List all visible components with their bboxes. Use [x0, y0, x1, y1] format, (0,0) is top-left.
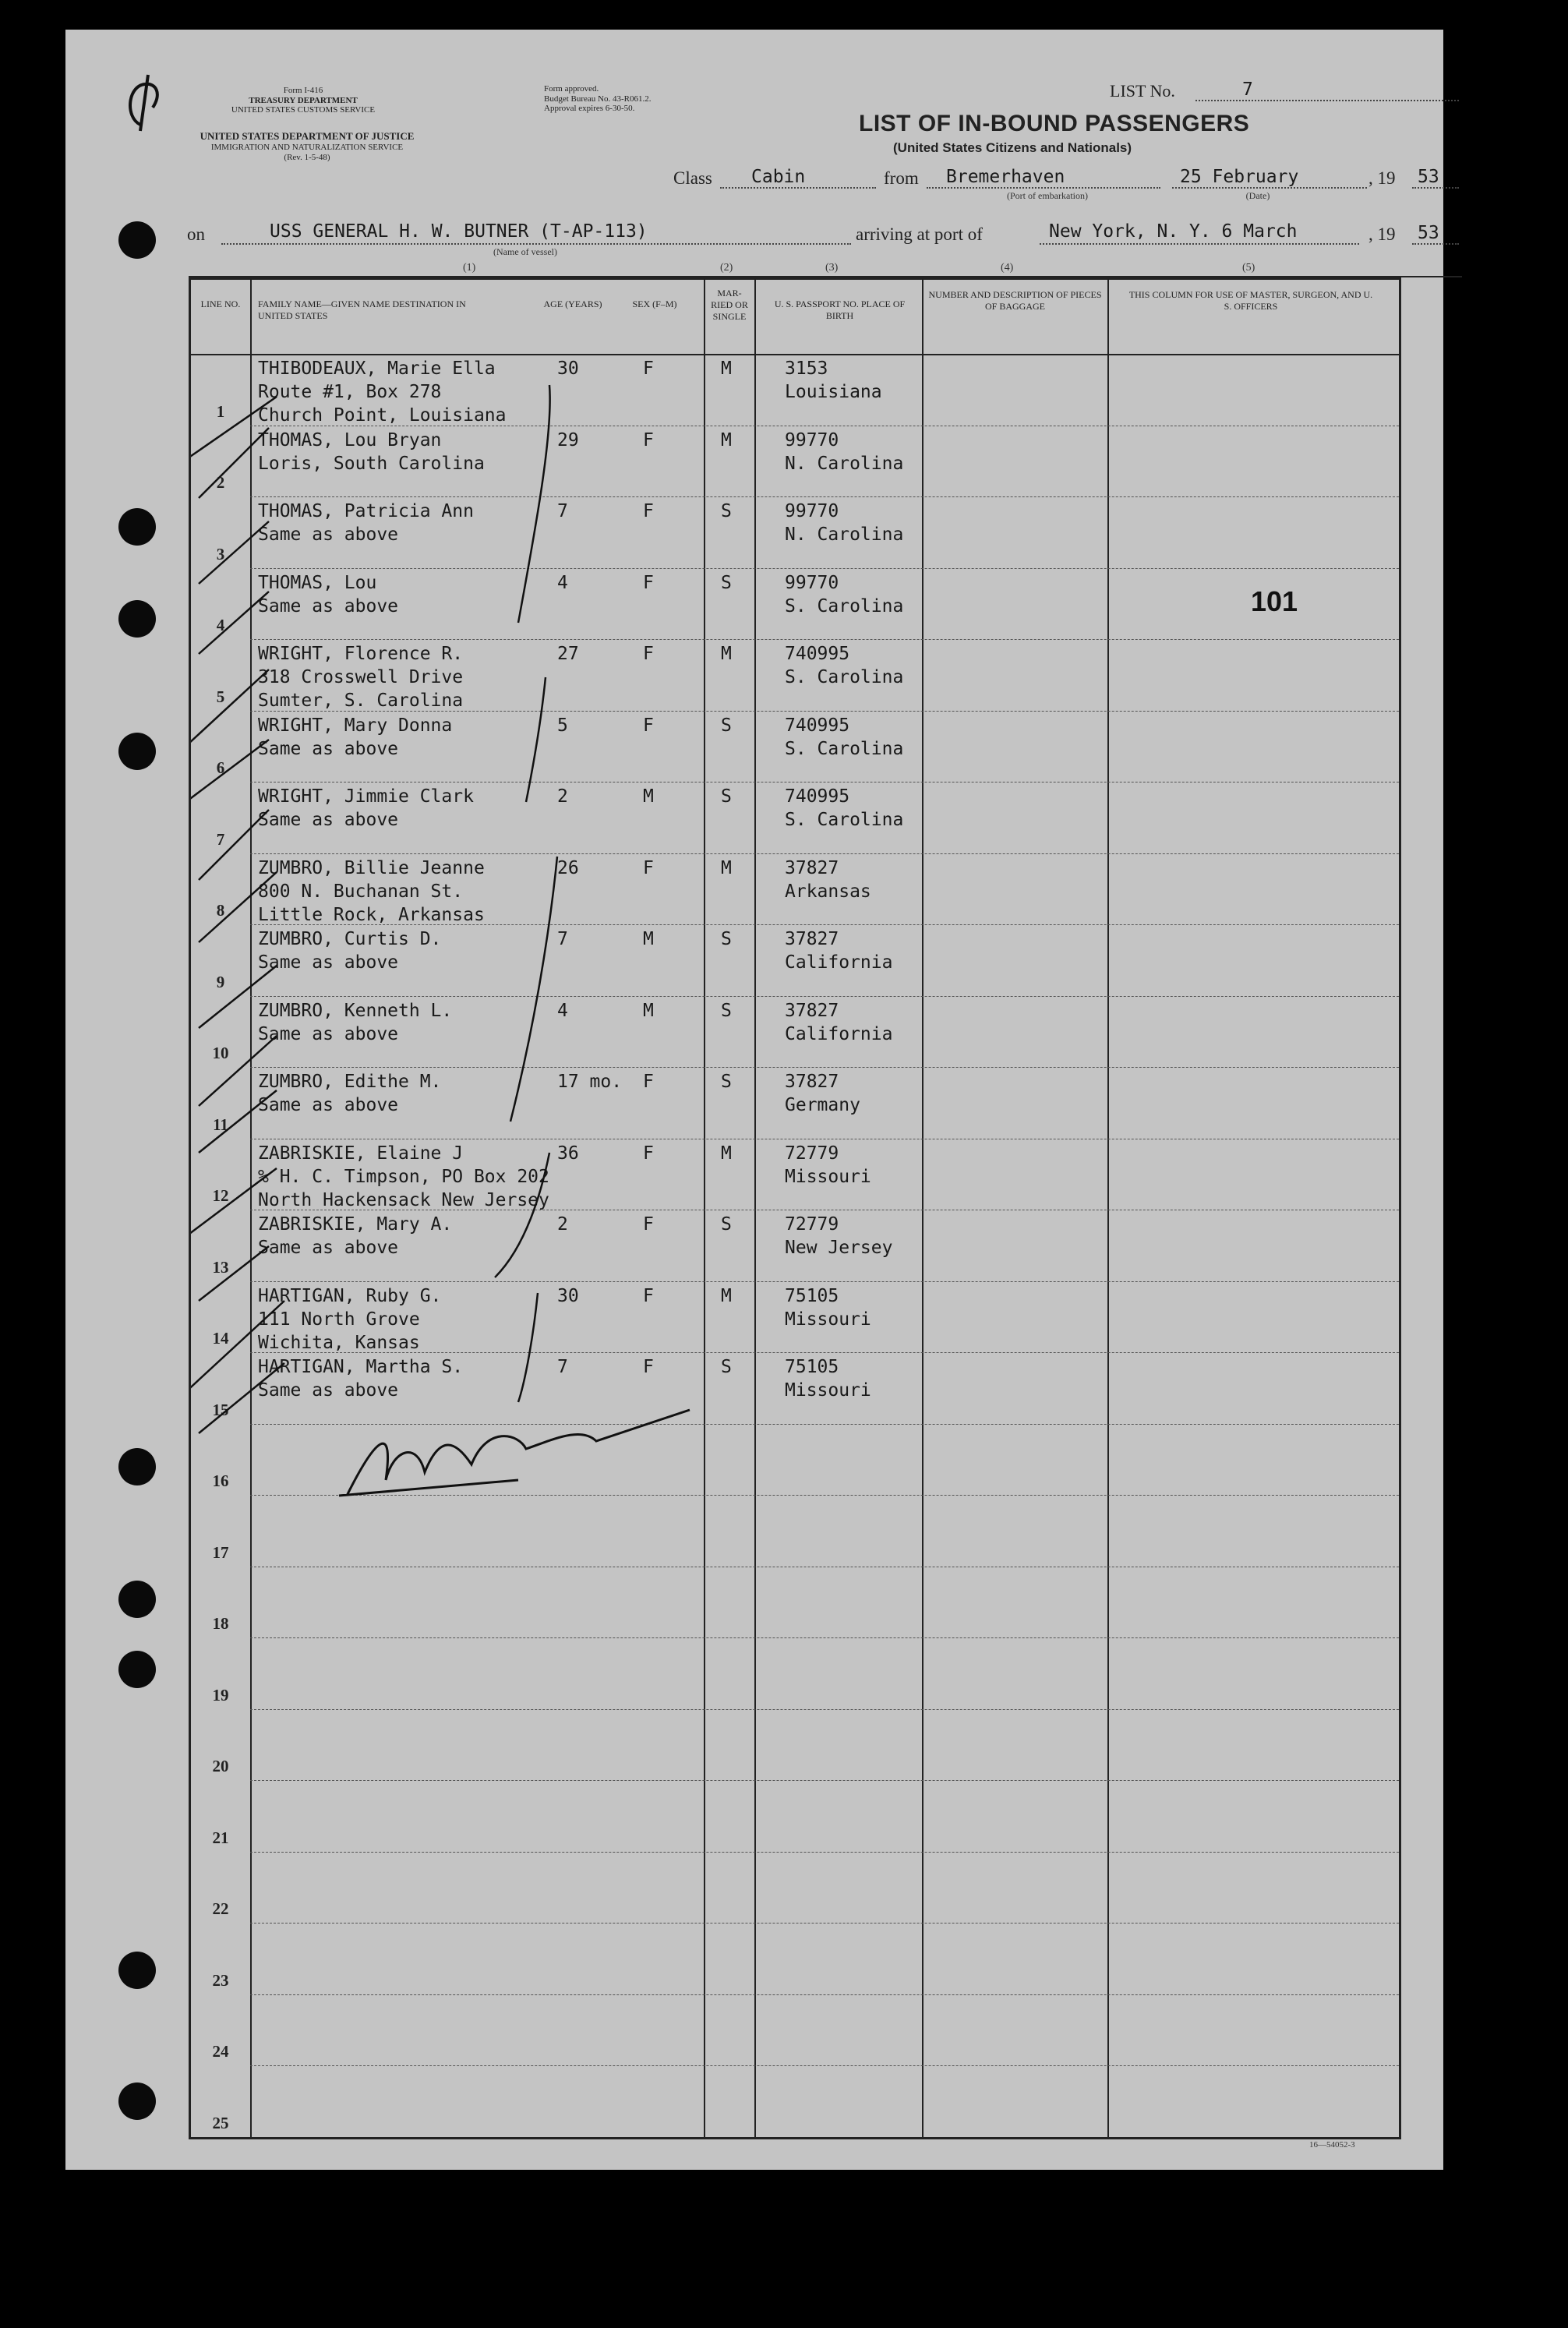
col-head-age: AGE (YEARS) [543, 299, 602, 309]
col-head-baggage: NUMBER AND DESCRIPTION OF PIECES OF BAGGAGE [928, 289, 1102, 312]
passenger-age: 36 [557, 1143, 579, 1164]
list-no-label: LIST No. [1110, 81, 1175, 101]
row-divider [250, 1994, 1399, 1995]
class-label: Class [673, 168, 712, 188]
page-title: LIST OF IN-BOUND PASSENGERS [859, 111, 1250, 136]
passport-no-birthplace: 99770 N. Carolina [785, 501, 904, 545]
passport-no-birthplace: 99770 S. Carolina [785, 572, 904, 616]
vessel-name: USS GENERAL H. W. BUTNER (T-AP-113) [270, 221, 648, 242]
passenger-sex: F [643, 429, 654, 450]
year-2-value: 53 [1418, 223, 1439, 243]
passenger-sex: M [643, 929, 654, 949]
vessel-caption: (Name of vessel) [493, 246, 557, 257]
class-value: Cabin [751, 167, 806, 187]
col-head-married: MAR- RIED OR SINGLE [711, 288, 748, 322]
passport-no-birthplace: 75105 Missouri [785, 1357, 871, 1401]
col-head-passport: U. S. PASSPORT NO. PLACE OF BIRTH [774, 299, 906, 321]
list-no-line [1195, 100, 1459, 101]
passenger-marital-status: S [721, 715, 732, 736]
passenger-marital-status: M [721, 359, 732, 379]
passenger-table [189, 277, 1401, 2139]
passenger-name-destination: ZUMBRO, Edithe M. Same as above [258, 1072, 442, 1115]
passenger-age: 5 [557, 715, 568, 736]
passenger-marital-status: S [721, 1072, 732, 1092]
punch-hole [118, 2082, 156, 2120]
justice-dept: UNITED STATES DEPARTMENT OF JUSTICE [200, 130, 415, 142]
date-value: 25 February [1180, 167, 1299, 187]
passport-no-birthplace: 740995 S. Carolina [785, 786, 904, 830]
class-line [720, 187, 876, 189]
punch-hole [118, 600, 156, 638]
form-revision: (Rev. 1-5-48) [284, 152, 330, 162]
line-number: 9 [216, 972, 225, 991]
row-divider [250, 1852, 1399, 1853]
passport-no-birthplace: 37827 California [785, 929, 893, 973]
passenger-name-destination: WRIGHT, Florence R. 318 Crosswell Drive Sumter, S. Carolina [258, 644, 464, 711]
from-label: from [884, 168, 919, 188]
line-number: 11 [213, 1115, 228, 1134]
date-caption: (Date) [1245, 190, 1270, 201]
passport-no-birthplace: 72779 Missouri [785, 1143, 871, 1187]
col-head-name: FAMILY NAME—GIVEN NAME DESTINATION IN UNITED STATES [258, 299, 466, 321]
line-number: 4 [216, 616, 225, 634]
line-number: 21 [212, 1828, 229, 1847]
punch-hole [118, 221, 156, 259]
year-2-line [1412, 243, 1459, 245]
punch-hole [118, 1581, 156, 1618]
vessel-line [221, 243, 851, 245]
passenger-age: 26 [557, 857, 579, 878]
list-no-value: 7 [1242, 79, 1253, 100]
passenger-age: 30 [557, 1285, 579, 1306]
row-divider [250, 1780, 1399, 1781]
line-number: 8 [216, 901, 225, 920]
passenger-sex: F [643, 1285, 654, 1306]
passenger-age: 7 [557, 929, 568, 949]
approval-block [544, 84, 651, 114]
passenger-sex: F [643, 1357, 654, 1377]
passenger-age: 17 mo. [557, 1072, 623, 1092]
passenger-marital-status: S [721, 1357, 732, 1377]
arrival-line [1040, 243, 1359, 245]
passport-no-birthplace: 3153 Louisiana [785, 359, 882, 402]
col-number-4: (4) [1001, 262, 1014, 274]
passenger-marital-status: S [721, 572, 732, 593]
row-divider [250, 1923, 1399, 1924]
passenger-sex: M [643, 1000, 654, 1021]
line-number: 23 [212, 1970, 229, 1990]
passport-no-birthplace: 37827 California [785, 1000, 893, 1044]
passenger-name-destination: THOMAS, Lou Same as above [258, 572, 399, 616]
form-footer-code: 16—54052-3 [1309, 2140, 1355, 2150]
line-number: 22 [212, 1899, 229, 1918]
line-number: 14 [212, 1329, 229, 1348]
line-number: 20 [212, 1757, 229, 1775]
passenger-age: 2 [557, 1214, 568, 1235]
passenger-name-destination: HARTIGAN, Martha S. Same as above [258, 1357, 464, 1401]
signature-scrawl [339, 1410, 690, 1496]
line-number: 1 [216, 401, 225, 421]
row-divider [250, 1637, 1399, 1638]
passenger-sex: F [643, 644, 654, 664]
justice-block [182, 131, 432, 162]
line-number: 5 [216, 687, 225, 706]
date-line [1172, 187, 1367, 189]
passenger-name-destination: THIBODEAUX, Marie Ella Route #1, Box 278 Church Point, Louisiana [258, 359, 507, 426]
line-number: 3 [216, 544, 225, 563]
line-number: 18 [212, 1614, 229, 1633]
passport-no-birthplace: 37827 Arkansas [785, 857, 871, 902]
line-number: 13 [212, 1257, 229, 1277]
passenger-age: 7 [557, 1357, 568, 1377]
passenger-sex: F [643, 857, 654, 878]
approval-line-2: Budget Bureau No. 43-R061.2. [544, 94, 652, 104]
form-issuer-block [186, 86, 420, 115]
margin-mark [117, 70, 171, 140]
passenger-marital-status: S [721, 1000, 732, 1021]
line-number: 6 [216, 758, 225, 777]
punch-hole [118, 733, 156, 770]
passenger-name-destination: ZUMBRO, Billie Jeanne 800 N. Buchanan St. Little Rock, Arkansas [258, 857, 485, 925]
passenger-marital-status: M [721, 429, 732, 450]
arriving-label: arriving at port of [856, 224, 983, 244]
col-number-5: (5) [1242, 262, 1255, 274]
passenger-marital-status: S [721, 929, 732, 949]
from-line [927, 187, 1160, 189]
passport-no-birthplace: 740995 S. Carolina [785, 644, 904, 687]
line-number: 15 [212, 1400, 229, 1419]
passenger-sex: F [643, 1072, 654, 1092]
passenger-age: 7 [557, 501, 568, 521]
punch-hole [118, 1952, 156, 1989]
passenger-marital-status: S [721, 501, 732, 521]
from-value: Bremerhaven [946, 167, 1065, 187]
arrival-port: New York, N. Y. 6 March [1049, 221, 1298, 242]
passenger-sex: F [643, 1214, 654, 1235]
page-subtitle: (United States Citizens and Nationals) [893, 140, 1132, 155]
passenger-age: 4 [557, 572, 568, 593]
passenger-marital-status: M [721, 857, 732, 878]
passenger-sex: F [643, 715, 654, 736]
col-head-sex: SEX (F–M) [632, 299, 677, 309]
year-1-value: 53 [1418, 167, 1439, 187]
year-1-prefix: , 19 [1368, 168, 1396, 188]
ins-service: IMMIGRATION AND NATURALIZATION SERVICE [210, 142, 404, 152]
line-number: 2 [216, 473, 225, 492]
passport-no-birthplace: 75105 Missouri [785, 1285, 871, 1330]
approval-line-1: Form approved. [544, 84, 599, 94]
punch-hole [118, 1651, 156, 1688]
passenger-age: 30 [557, 359, 579, 379]
passenger-sex: F [643, 501, 654, 521]
passport-no-birthplace: 99770 N. Carolina [785, 429, 904, 474]
port-caption: (Port of embarkation) [1007, 190, 1088, 201]
passenger-name-destination: ZABRISKIE, Elaine J % H. C. Timpson, PO Box 202 North Hackensack New Jersey [258, 1143, 549, 1210]
line-number: 16 [212, 1471, 229, 1490]
officer-stamp-number: 101 [1251, 585, 1298, 617]
row-divider [250, 1709, 1399, 1710]
line-number: 19 [212, 1685, 229, 1704]
punch-hole [118, 1448, 156, 1485]
passenger-age: 27 [557, 644, 579, 664]
col-number-1: (1) [463, 262, 476, 274]
col-head-line-no: LINE NO. [200, 299, 241, 309]
line-number: 24 [212, 2042, 229, 2061]
passport-no-birthplace: 37827 Germany [785, 1072, 860, 1115]
line-number: 12 [212, 1186, 229, 1205]
passenger-marital-status: M [721, 1143, 732, 1164]
year-2-prefix: , 19 [1368, 224, 1396, 244]
passenger-sex: F [643, 359, 654, 379]
passenger-marital-status: M [721, 644, 732, 664]
col-number-2: (2) [720, 262, 733, 274]
customs-service: UNITED STATES CUSTOMS SERVICE [231, 105, 376, 115]
passenger-name-destination: ZUMBRO, Kenneth L. Same as above [258, 1000, 453, 1044]
passenger-sex: M [643, 786, 654, 807]
approval-line-3: Approval expires 6-30-50. [544, 104, 635, 114]
year-1-line [1412, 187, 1459, 189]
passenger-name-destination: WRIGHT, Jimmie Clark Same as above [258, 786, 474, 830]
line-number: 10 [212, 1044, 229, 1062]
col-head-officers: THIS COLUMN FOR USE OF MASTER, SURGEON, AND U. S. OFFICERS [1128, 289, 1373, 312]
line-number: 7 [216, 829, 225, 849]
passport-no-birthplace: 72779 New Jersey [785, 1214, 893, 1258]
passenger-age: 29 [557, 429, 579, 450]
passenger-name-destination: ZABRISKIE, Mary A. Same as above [258, 1214, 453, 1258]
passport-no-birthplace: 740995 S. Carolina [785, 715, 904, 759]
line-number: 25 [212, 2113, 229, 2132]
handwritten-marks [191, 280, 1399, 1527]
passenger-sex: F [643, 1143, 654, 1164]
form-number: Form I-416 [283, 86, 323, 95]
punch-hole [118, 508, 156, 546]
passenger-name-destination: ZUMBRO, Curtis D. Same as above [258, 929, 442, 973]
passenger-marital-status: S [721, 1214, 732, 1235]
passenger-name-destination: HARTIGAN, Ruby G. 111 North Grove Wichita, Kansas [258, 1285, 442, 1353]
col-number-3: (3) [825, 262, 839, 274]
on-label: on [187, 224, 205, 244]
line-number: 17 [212, 1542, 229, 1562]
passenger-sex: F [643, 572, 654, 593]
passenger-age: 4 [557, 1000, 568, 1021]
row-divider [250, 2065, 1399, 2066]
treasury-dept: TREASURY DEPARTMENT [249, 95, 358, 105]
passenger-marital-status: S [721, 786, 732, 807]
passenger-name-destination: WRIGHT, Mary Donna Same as above [258, 715, 453, 759]
passenger-name-destination: THOMAS, Lou Bryan Loris, South Carolina [258, 429, 485, 474]
passenger-age: 2 [557, 786, 568, 807]
passenger-marital-status: M [721, 1285, 732, 1306]
passenger-name-destination: THOMAS, Patricia Ann Same as above [258, 501, 474, 545]
